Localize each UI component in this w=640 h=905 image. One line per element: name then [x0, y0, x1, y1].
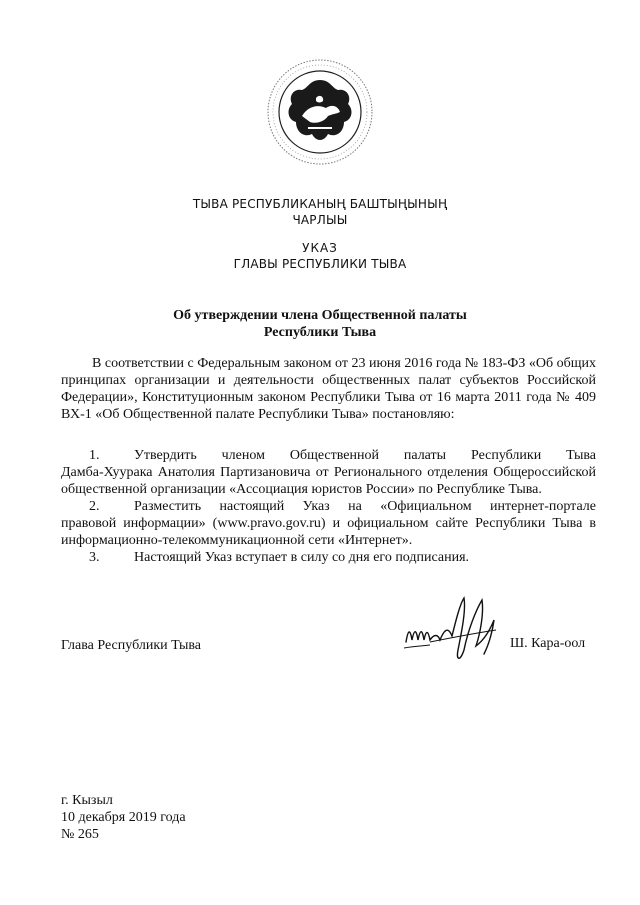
item-number: 3.: [89, 550, 100, 565]
header-russian-line: ГЛАВЫ РЕСПУБЛИКИ ТЫВА: [233, 257, 407, 271]
item-number: 2.: [89, 499, 100, 514]
signatory-name: Ш. Кара-оол: [510, 636, 586, 651]
list-item: [61, 549, 596, 566]
item-first-line: Разместить настоящий Указ на «Официальном интернет-портале: [134, 499, 596, 514]
title-line1: Об утверждении члена Общественной палаты: [173, 308, 467, 323]
decree-items: [61, 447, 596, 566]
item-number: 1.: [89, 448, 100, 463]
item-first-line: Настоящий Указ вступает в силу со дня его подписания.: [134, 550, 470, 565]
item-continuation: правовой информации» (www.pravo.gov.ru) и официальном сайте Республики Тыва в информационно-телекоммуникационной сети «Интернет».: [61, 516, 596, 548]
document-title: [0, 307, 640, 341]
signatory-position: Глава Республики Тыва: [61, 638, 202, 653]
footer-city: г. Кызыл: [61, 793, 113, 808]
preamble-text: В соответствии с Федеральным законом от 23 июня 2016 года № 183-ФЗ «Об общих принципах организации и деятельности общественных палат субъектов Российской Федерации», Конституционным законом Республики Тыва от 16 марта 2011 года № 409 ВХ-1 «Об Общественной палате Республики Тыва» постановляю:: [61, 356, 596, 422]
header-tyvan-line1: ТЫВА РЕСПУБЛИКАНЫҢ БАШТЫҢЫНЫҢ: [192, 197, 448, 211]
footer-date: 10 декабря 2019 года: [61, 810, 186, 825]
item-first-line: Утвердить членом Общественной палаты Республики Тыва: [134, 448, 596, 463]
list-item: [61, 447, 596, 498]
emblem-seal: [266, 58, 374, 166]
header-ukaz: УКАЗ: [302, 241, 338, 255]
title-line2: Республики Тыва: [263, 325, 377, 340]
list-item: [61, 498, 596, 549]
preamble: [61, 355, 596, 423]
handwritten-signature: [400, 590, 512, 666]
item-continuation: Дамба-Хуурака Анатолия Партизановича от Регионального отделения Общероссийской общественной организации «Ассоциация юристов России» по Республике Тыва.: [61, 465, 596, 497]
footer-number: № 265: [61, 827, 99, 842]
footer: [61, 792, 186, 843]
header-tyvan-line2: ЧАРЛЫЫ: [292, 213, 348, 227]
